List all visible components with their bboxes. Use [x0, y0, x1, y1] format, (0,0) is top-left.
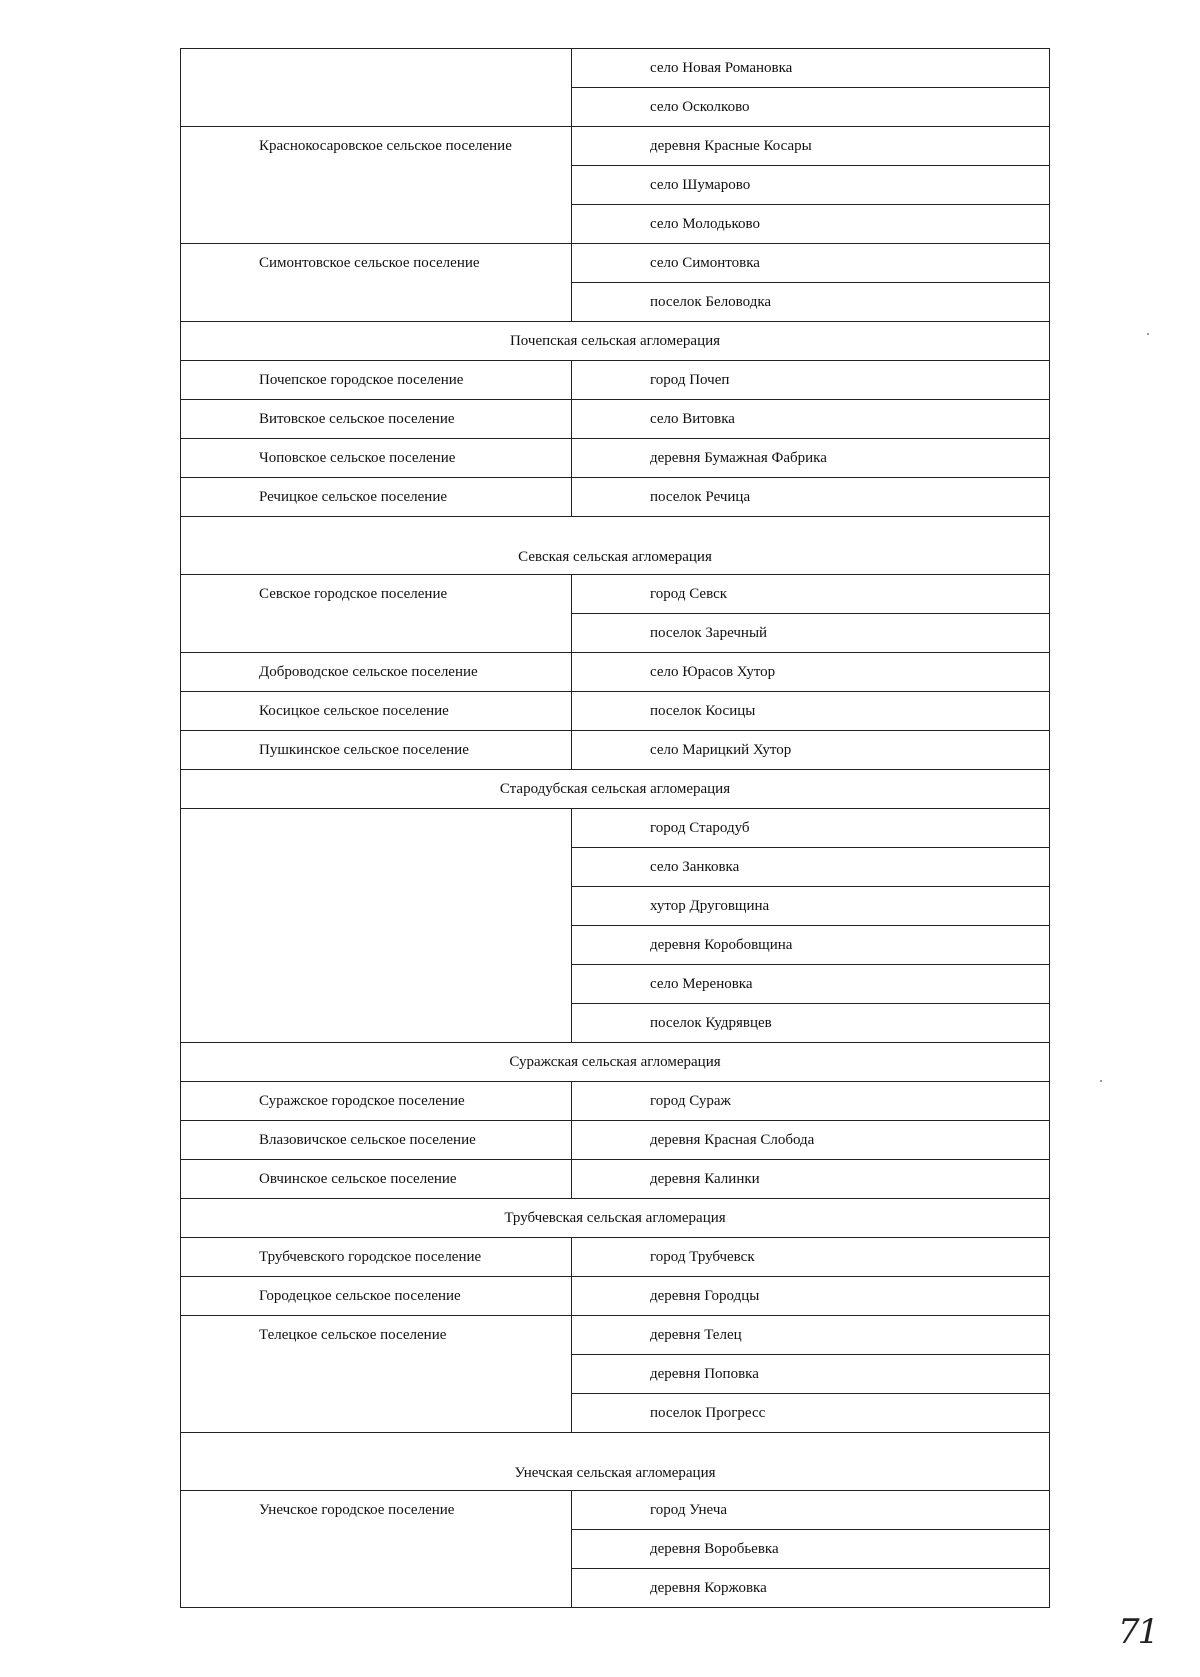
locality-cell: деревня Воробьевка: [572, 1530, 1050, 1569]
locality-cell: город Стародуб: [572, 809, 1050, 848]
locality-cell: село Молодьково: [572, 205, 1050, 244]
locality-cell: город Почеп: [572, 361, 1050, 400]
settlement-cell: Краснокосаровское сельское поселение: [181, 127, 572, 244]
locality-cell: поселок Заречный: [572, 614, 1050, 653]
table-row: [181, 1160, 1050, 1199]
table-row: [181, 653, 1050, 692]
table-row: [181, 244, 1050, 283]
locality-cell: село Симонтовка: [572, 244, 1050, 283]
agglomeration-title: Севская сельская агломерация: [181, 517, 1050, 575]
settlement-cell: Севское городское поселение: [181, 575, 572, 653]
table-row: [181, 127, 1050, 166]
table-row: [181, 439, 1050, 478]
agglomeration-header-row: [181, 770, 1050, 809]
locality-cell: поселок Кудрявцев: [572, 1004, 1050, 1043]
settlement-cell: Чоповское сельское поселение: [181, 439, 572, 478]
locality-cell: поселок Прогресс: [572, 1394, 1050, 1433]
settlement-cell: Городецкое сельское поселение: [181, 1277, 572, 1316]
agglomeration-title: Почепская сельская агломерация: [181, 322, 1050, 361]
table-row: [181, 1277, 1050, 1316]
table-row: [181, 731, 1050, 770]
table-row: [181, 692, 1050, 731]
agglomeration-header-row: [181, 322, 1050, 361]
locality-cell: село Новая Романовка: [572, 49, 1050, 88]
settlement-cell: Почепское городское поселение: [181, 361, 572, 400]
table-row: [181, 400, 1050, 439]
table-row: [181, 809, 1050, 848]
settlements-table: [180, 48, 1050, 1608]
table-row: [181, 1082, 1050, 1121]
locality-cell: деревня Красная Слобода: [572, 1121, 1050, 1160]
settlement-cell: Телецкое сельское поселение: [181, 1316, 572, 1433]
table-row: [181, 478, 1050, 517]
agglomeration-header-row: [181, 1433, 1050, 1491]
locality-cell: поселок Беловодка: [572, 283, 1050, 322]
settlements-table-container: [180, 48, 1049, 1608]
settlement-cell: Овчинское сельское поселение: [181, 1160, 572, 1199]
settlement-cell: Суражское городское поселение: [181, 1082, 572, 1121]
locality-cell: поселок Речица: [572, 478, 1050, 517]
table-row: [181, 575, 1050, 614]
settlement-cell: Доброводское сельское поселение: [181, 653, 572, 692]
locality-cell: поселок Косицы: [572, 692, 1050, 731]
locality-cell: город Унеча: [572, 1491, 1050, 1530]
agglomeration-header-row: [181, 517, 1050, 575]
locality-cell: село Марицкий Хутор: [572, 731, 1050, 770]
locality-cell: деревня Калинки: [572, 1160, 1050, 1199]
settlement-cell: [181, 809, 572, 1043]
settlement-cell: Речицкое сельское поселение: [181, 478, 572, 517]
table-row: [181, 361, 1050, 400]
locality-cell: город Сураж: [572, 1082, 1050, 1121]
page-number: 71: [1118, 1612, 1158, 1652]
locality-cell: село Витовка: [572, 400, 1050, 439]
locality-cell: город Севск: [572, 575, 1050, 614]
locality-cell: деревня Городцы: [572, 1277, 1050, 1316]
settlement-cell: Трубчевского городское поселение: [181, 1238, 572, 1277]
settlement-cell: Пушкинское сельское поселение: [181, 731, 572, 770]
locality-cell: село Осколково: [572, 88, 1050, 127]
table-row: [181, 1491, 1050, 1530]
table-row: [181, 1238, 1050, 1277]
locality-cell: село Мереновка: [572, 965, 1050, 1004]
agglomeration-header-row: [181, 1199, 1050, 1238]
scan-speck: [1100, 1080, 1102, 1082]
locality-cell: деревня Бумажная Фабрика: [572, 439, 1050, 478]
settlement-cell: Влазовичское сельское поселение: [181, 1121, 572, 1160]
settlement-cell: Унечское городское поселение: [181, 1491, 572, 1608]
locality-cell: село Шумарово: [572, 166, 1050, 205]
agglomeration-title: Унечская сельская агломерация: [181, 1433, 1050, 1491]
table-row: [181, 1316, 1050, 1355]
table-row: [181, 1121, 1050, 1160]
settlement-cell: [181, 49, 572, 127]
settlement-cell: Витовское сельское поселение: [181, 400, 572, 439]
agglomeration-title: Трубчевская сельская агломерация: [181, 1199, 1050, 1238]
locality-cell: деревня Поповка: [572, 1355, 1050, 1394]
locality-cell: село Юрасов Хутор: [572, 653, 1050, 692]
settlement-cell: Косицкое сельское поселение: [181, 692, 572, 731]
table-row: [181, 49, 1050, 88]
locality-cell: село Занковка: [572, 848, 1050, 887]
settlement-cell: Симонтовское сельское поселение: [181, 244, 572, 322]
scan-speck: [1147, 333, 1149, 335]
locality-cell: деревня Телец: [572, 1316, 1050, 1355]
locality-cell: деревня Коржовка: [572, 1569, 1050, 1608]
locality-cell: хутор Друговщина: [572, 887, 1050, 926]
agglomeration-title: Суражская сельская агломерация: [181, 1043, 1050, 1082]
agglomeration-title: Стародубская сельская агломерация: [181, 770, 1050, 809]
agglomeration-header-row: [181, 1043, 1050, 1082]
locality-cell: деревня Красные Косары: [572, 127, 1050, 166]
locality-cell: деревня Коробовщина: [572, 926, 1050, 965]
locality-cell: город Трубчевск: [572, 1238, 1050, 1277]
